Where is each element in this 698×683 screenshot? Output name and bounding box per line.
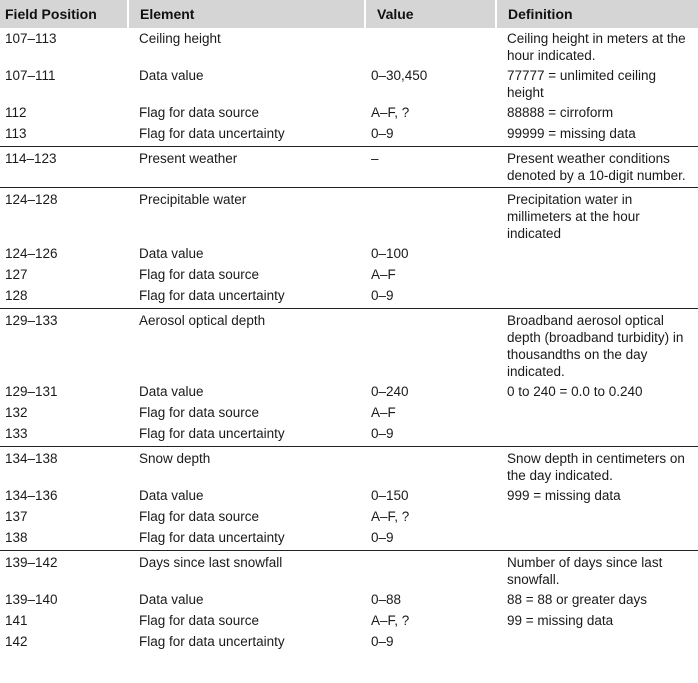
cell-definition: Ceiling height in meters at the hour indicated. [507,31,686,63]
cell-value: 0–9 [365,285,496,309]
cell-definition: 99 = missing data [507,613,614,628]
table-row [0,551,698,590]
cell-field-position: 114–123 [0,147,128,188]
cell-definition [496,506,698,527]
header-element: Element [128,0,365,28]
cell-field-position: 139–140 [5,592,58,607]
header-value: Value [365,0,496,28]
cell-field-position: 134–136 [5,488,58,503]
cell-field-position: 127 [5,267,28,282]
cell-value: 0–150 [371,488,409,503]
cell-definition [496,527,698,551]
cell-definition: Precipitation water in millimeters at the hour indicated [507,192,640,241]
cell-value: – [365,147,496,188]
cell-definition [496,264,698,285]
cell-value: 0–30,450 [371,68,428,83]
cell-field-position: 124–128 [5,192,58,207]
cell-field-position: 142 [5,634,28,649]
cell-element: Flag for data uncertainty [128,285,365,309]
cell-element: Data value [139,592,204,607]
cell-field-position: 129–131 [5,384,58,399]
cell-definition: Snow depth in centimeters on the day indicated. [507,451,685,483]
cell-element: Data value [139,68,204,83]
cell-value: 0–9 [365,423,496,447]
cell-element: Precipitable water [139,192,247,207]
table-row [0,28,698,65]
cell-value [365,309,496,382]
cell-value: 0–240 [371,384,409,399]
cell-element: Flag for data source [139,405,260,420]
cell-field-position: 134–138 [5,451,58,466]
table-row [0,506,698,527]
cell-value [365,447,496,486]
cell-field-position: 138 [0,527,128,551]
header-definition: Definition [496,0,698,28]
cell-definition: 999 = missing data [507,488,621,503]
cell-definition: Number of days since last snowfall. [507,555,663,587]
cell-field-position: 113 [0,123,128,147]
table-row [0,243,698,264]
cell-definition [496,423,698,447]
table-row [0,402,698,423]
table-row [0,102,698,123]
cell-value: A–F, ? [371,509,410,524]
cell-element: Days since last snowfall [139,555,283,570]
table-row [0,423,698,447]
cell-element: Data value [139,384,204,399]
table-row [0,589,698,610]
cell-definition: Broadband aerosol optical depth (broadband turbidity) in thousandths on the day indicated. [507,313,684,379]
cell-field-position: 112 [5,105,27,120]
cell-field-position: 129–133 [5,313,58,328]
cell-definition [496,243,698,264]
header-field-position: Field Position [0,0,128,28]
cell-field-position: 107–111 [5,68,56,83]
cell-field-position: 128 [0,285,128,309]
cell-definition: Present weather conditions denoted by a 10-digit number. [496,147,698,188]
cell-field-position: 107–113 [5,31,57,46]
table-row [0,188,698,244]
cell-element: Flag for data source [139,105,260,120]
cell-definition: 99999 = missing data [496,123,698,147]
table-row [0,527,698,551]
cell-value: A–F, ? [371,105,410,120]
cell-definition [496,402,698,423]
table-row [0,610,698,631]
table-row [0,65,698,102]
cell-element: Ceiling height [139,31,221,46]
cell-field-position: 139–142 [5,555,58,570]
cell-element: Flag for data uncertainty [128,123,365,147]
table-row [0,447,698,486]
cell-element: Flag for data uncertainty [128,527,365,551]
cell-element: Flag for data uncertainty [128,423,365,447]
cell-value: 0–88 [371,592,402,607]
cell-element: Data value [139,488,204,503]
cell-element: Flag for data source [139,613,260,628]
cell-element: Data value [139,246,204,261]
cell-value: 0–100 [371,246,409,261]
cell-element: Aerosol optical depth [139,313,266,328]
table-row [0,381,698,402]
cell-field-position: 141 [5,613,28,628]
cell-value: 0–9 [365,527,496,551]
table-row [0,485,698,506]
cell-element: Flag for data uncertainty [139,634,285,649]
cell-field-position: 133 [0,423,128,447]
cell-value: A–F [371,267,396,282]
header-row [0,0,698,28]
cell-definition: 77777 = unlimited ceiling height [507,68,656,100]
cell-value [365,551,496,590]
cell-field-position: 137 [5,509,28,524]
cell-element: Snow depth [139,451,211,466]
table-row [0,631,698,652]
table-row [0,123,698,147]
cell-value [365,188,496,244]
table-body [0,28,698,652]
cell-element: Present weather [128,147,365,188]
cell-value: A–F, ? [371,613,410,628]
table-row [0,285,698,309]
table-row [0,309,698,382]
cell-definition [496,285,698,309]
cell-field-position: 124–126 [5,246,58,261]
cell-definition: 0 to 240 = 0.0 to 0.240 [507,384,643,399]
cell-value [365,28,496,65]
cell-value: 0–9 [365,123,496,147]
table-row [0,147,698,188]
cell-element: Flag for data source [139,509,260,524]
cell-definition: 88 = 88 or greater days [507,592,647,607]
cell-definition [496,631,698,652]
cell-element: Flag for data source [139,267,260,282]
table-row [0,264,698,285]
cell-value: A–F [371,405,396,420]
cell-value: 0–9 [371,634,394,649]
cell-field-position: 132 [5,405,28,420]
cell-definition: 88888 = cirroform [507,105,614,120]
